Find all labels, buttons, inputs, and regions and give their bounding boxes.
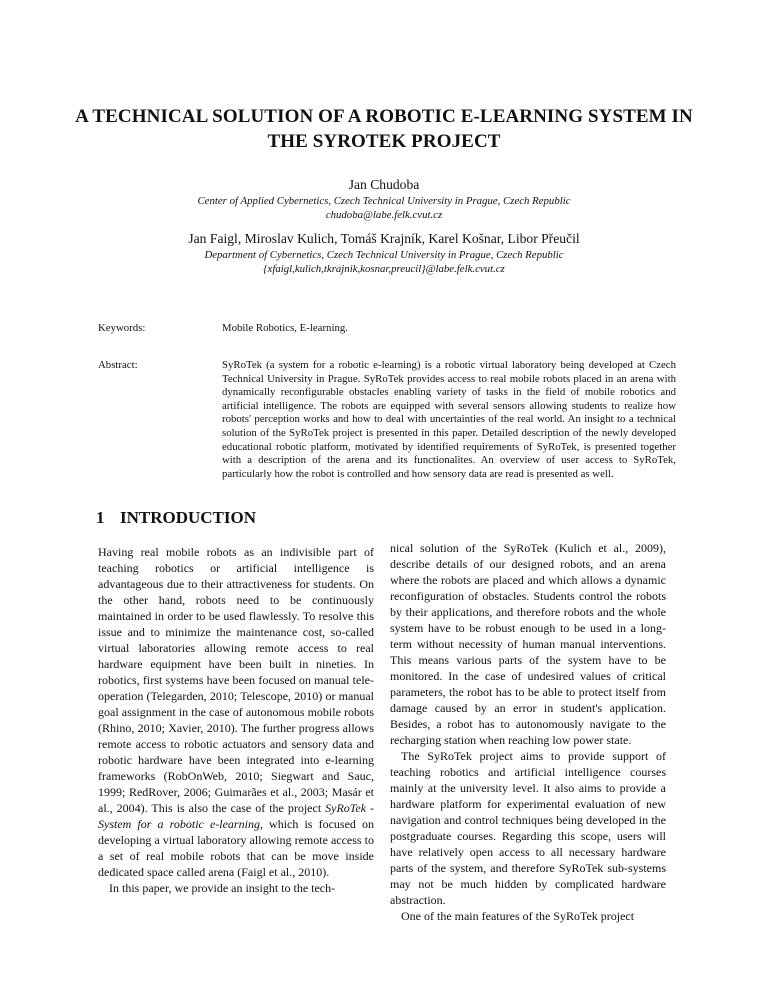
author-email-2: {xfaigl,kulich,tkrajnik,kosnar,preucil}@labe.felk.cvut.cz (263, 262, 505, 275)
section-heading (96, 508, 256, 528)
author-affiliation-1: Center of Applied Cybernetics, Czech Technical University in Prague, Czech Republic (197, 195, 571, 207)
section-number: 1 (96, 508, 105, 527)
right-column (390, 540, 666, 924)
author-names-2: Jan Faigl, Miroslav Kulich, Tomáš Krajník, Karel Košnar, Libor Přeučil (188, 231, 580, 246)
left-column (98, 544, 374, 896)
left-paragraph-1-end: , which is focused on developing a virtual laboratory allowing remote access to a set of real mobile robots that can be move inside dedicated space called arena (Faigl et al., 2010). (98, 817, 374, 879)
left-paragraph-1 (98, 544, 374, 880)
left-paragraph-2: In this paper, we provide an insight to the tech- (109, 881, 336, 895)
author-affiliation-2: Department of Cybernetics, Czech Technical University in Prague, Czech Republic (204, 249, 564, 261)
section-title: INTRODUCTION (120, 508, 257, 527)
project-name-italic: SyRoTek - System for a robotic e-learning (98, 801, 374, 831)
keywords-text: Mobile Robotics, E-learning. (222, 322, 348, 334)
keywords-label: Keywords: (98, 322, 146, 334)
abstract-text: SyRoTek (a system for a robotic e-learning) is a robotic virtual laboratory being developed at Czech Technical University in Prague. SyRoTek provides access to real mobile robots placed in an arena with dynamically reconfigurable obstacles enabling variety of tasks in the field of mobile robotics and artificial intelligence. The robots are equipped with several sensors allowing students to realize how robots' perception works and how to deal with uncertainties of the real world. An insight to a technical solution of the SyRoTek project is presented in this paper. Detailed description of the newly developed educational robotic platform, motivated by identified requirements of SyRoTek, is presented together with a description of the arena and its functionalites. An overview of user access to SyRoTek, particularly how the robot is controlled and how sensory data are read is presented as well. (222, 359, 676, 480)
abstract-label: Abstract: (98, 359, 138, 371)
paper-title: A TECHNICAL SOLUTION OF A ROBOTIC E-LEARNING SYSTEM IN THE SYROTEK PROJECT (75, 106, 693, 152)
author-email-1: chudoba@labe.felk.cvut.cz (325, 208, 443, 221)
left-paragraph-1-text: Having real mobile robots as an indivisible part of teaching robotics or artificial intelligence is advantageous due to their attractiveness for students. On the other hand, robots need to be continuously maintained in order to be used flawlessly. To resolve this issue and to minimize the maintenance cost, so-called virtual laboratories allowing remote access to real hardware equipment have been built in nineties. In robotics, first systems have been focused on manual tele-operation (Telegarden, 2010; Telescope, 2010) or manual goal assignment in the case of autonomous mobile robots (Rhino, 2010; Xavier, 2010). The further progress allows remote access to robotic actuators and sensory data and robotic hardware have been integrated into e-learning frameworks (RobOnWeb, 2010; Siegwart and Sauc, 1999; RedRover, 2006; Guimarães et al., 2003; Masár et al., 2004). This is also the case of the project (98, 545, 374, 815)
right-paragraph-3: One of the main features of the SyRoTek project (401, 909, 635, 923)
right-paragraph-2: The SyRoTek project aims to provide support of teaching robotics and artificial intelligence courses mainly at the university level. It also aims to provide a hardware platform for experimental evaluation of new navigation and control techniques being developed in the postgraduate courses. Regarding this scope, users will have relatively open access to all necessary hardware parts of the system, and therefore SyRoTek sub-systems may not be much hidden by complicated hardware abstraction. (390, 749, 666, 907)
author-name-1: Jan Chudoba (348, 177, 420, 192)
right-paragraph-1: nical solution of the SyRoTek (Kulich et al., 2009), describe details of our designed robots, and an arena where the robots are placed and which allows a dynamic reconfiguration of obstacles. Students control the robots by their applications, and therefore robots and the whole system have to be robust enough to be used in a long-term without necessity of human manual interventions. This means various parts of the system have to be monitored. In the case of undesired values of critical parameters, the robot has to be able to protect itself from damage caused by an error in student's application. Besides, a robot has to autonomously navigate to the recharging station when reaching low power state. (390, 541, 666, 747)
